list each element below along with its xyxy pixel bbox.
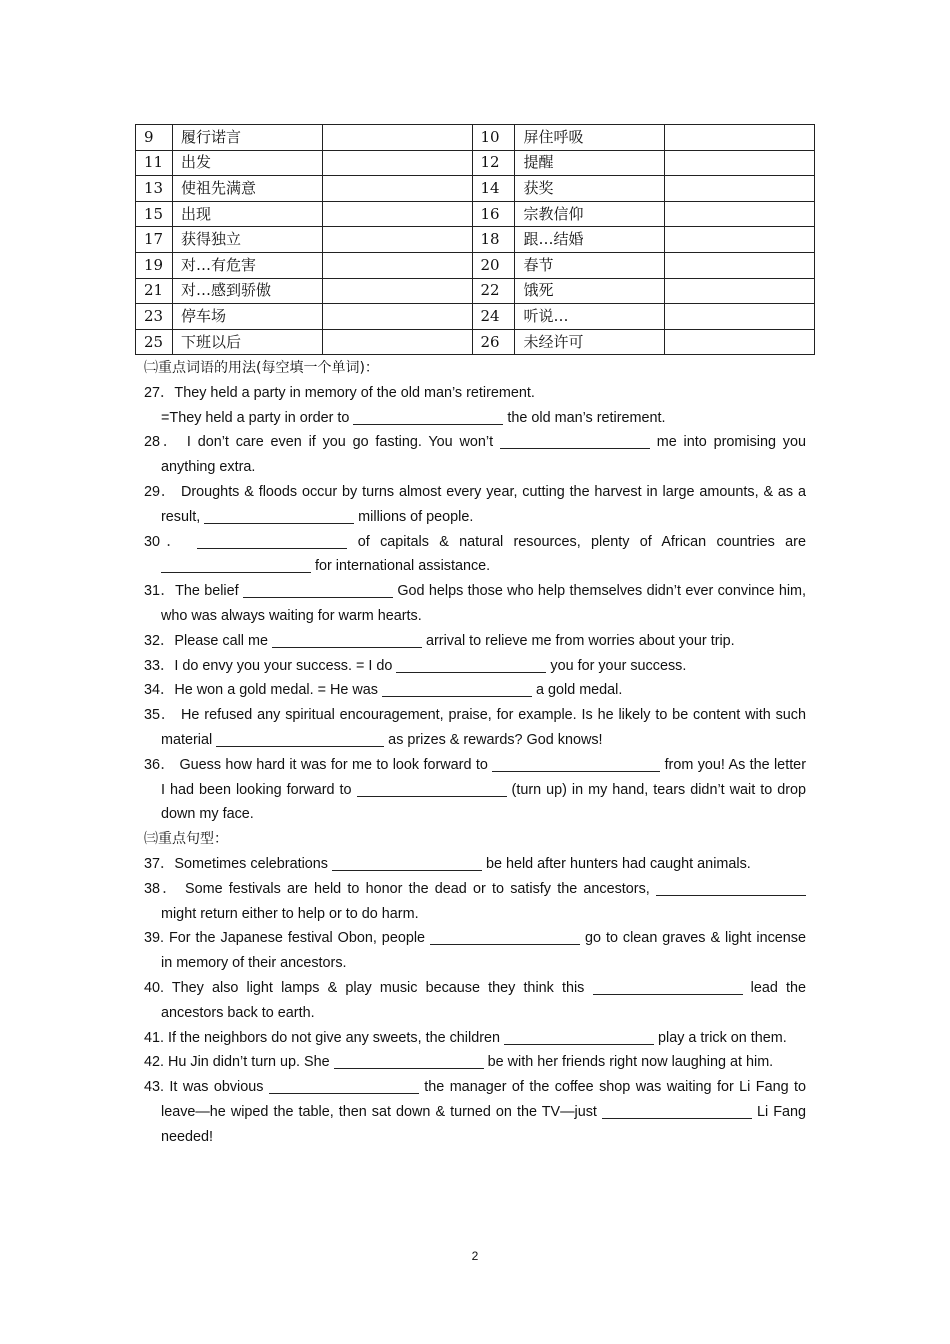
vocab-chinese: 获得独立 <box>172 227 322 253</box>
vocab-chinese: 听说… <box>515 304 665 330</box>
vocab-row <box>136 252 815 278</box>
vocab-answer-cell[interactable] <box>665 278 815 304</box>
vocab-row <box>136 150 815 176</box>
vocab-number: 11 <box>136 150 173 176</box>
vocab-chinese: 宗教信仰 <box>515 201 665 227</box>
question-42 <box>144 1050 806 1075</box>
question-text: arrival to relieve me from worries about your trip. <box>421 632 735 649</box>
answer-blank[interactable] <box>272 631 422 648</box>
question-37 <box>144 852 806 877</box>
vocab-answer-cell[interactable] <box>322 278 472 304</box>
vocab-number: 20 <box>472 252 515 278</box>
question-38 <box>144 877 806 927</box>
question-text: 33．I do envy you your success. = I do <box>144 657 397 674</box>
question-text: the manager of the coffee shop was waiting for Li Fang to leave—he wiped the table, then sat down & turned on the TV—just <box>161 1079 806 1120</box>
vocab-chinese: 出发 <box>172 150 322 176</box>
question-36 <box>144 753 806 827</box>
question-text: go to clean graves & light incense in memory of their ancestors. <box>161 930 806 972</box>
question-33 <box>144 654 806 679</box>
vocab-chinese: 停车场 <box>172 304 322 330</box>
answer-blank[interactable] <box>656 879 806 896</box>
question-text: as prizes & rewards? God knows! <box>384 731 603 748</box>
question-text: 31．The belief <box>144 583 243 600</box>
question-text: of capitals & natural resources, plenty of African countries are <box>347 533 806 550</box>
question-text: millions of people. <box>354 508 474 525</box>
answer-blank[interactable] <box>216 730 384 747</box>
answer-blank[interactable] <box>197 532 347 549</box>
question-text: a gold medal. <box>531 682 623 699</box>
vocab-number: 12 <box>472 150 515 176</box>
vocab-chinese: 饿死 <box>515 278 665 304</box>
answer-blank[interactable] <box>504 1028 654 1045</box>
question-text: 38． Some festivals are held to honor the dead or to satisfy the ancestors, <box>144 880 656 897</box>
question-text: from you! As the letter I had been looking forward to <box>161 756 806 798</box>
vocab-number: 14 <box>472 176 515 202</box>
question-31 <box>144 579 806 629</box>
vocab-chinese: 春节 <box>515 252 665 278</box>
question-27-rewrite <box>144 406 806 431</box>
vocab-answer-cell[interactable] <box>322 304 472 330</box>
vocab-row <box>136 278 815 304</box>
vocab-table-body <box>136 125 815 355</box>
exercise-content <box>144 356 806 1150</box>
vocab-chinese: 未经许可 <box>515 329 665 355</box>
vocab-number: 9 <box>136 125 173 151</box>
vocab-number: 10 <box>472 125 515 151</box>
vocab-answer-cell[interactable] <box>665 329 815 355</box>
vocab-number: 26 <box>472 329 515 355</box>
vocab-answer-cell[interactable] <box>665 201 815 227</box>
question-text: (turn up) in my hand, tears didn’t wait to drop down my face. <box>161 781 806 823</box>
answer-blank[interactable] <box>353 408 503 425</box>
question-39 <box>144 926 806 976</box>
vocab-row <box>136 201 815 227</box>
question-text: 40. They also light lamps & play music because they think this <box>144 979 593 996</box>
question-text: 41. If the neighbors do not give any sweets, the children <box>144 1029 504 1046</box>
question-text: God helps those who help themselves didn’t ever convince him, who was always waiting for warm hearts. <box>161 583 807 624</box>
answer-blank[interactable] <box>269 1077 419 1094</box>
question-text: 43. It was obvious <box>144 1079 269 1096</box>
question-text: the old man’s retirement. <box>503 409 666 426</box>
vocab-chinese: 获奖 <box>515 176 665 202</box>
question-text: 32．Please call me <box>144 632 272 649</box>
question-35 <box>144 703 806 753</box>
question-40 <box>144 976 806 1026</box>
answer-blank[interactable] <box>382 680 532 697</box>
vocab-answer-cell[interactable] <box>665 150 815 176</box>
vocab-chinese: 屏住呼吸 <box>515 125 665 151</box>
question-text: might return either to help or to do harm. <box>161 905 419 922</box>
answer-blank[interactable] <box>334 1052 484 1069</box>
vocab-answer-cell[interactable] <box>665 252 815 278</box>
vocab-answer-cell[interactable] <box>322 201 472 227</box>
vocab-answer-cell[interactable] <box>665 304 815 330</box>
vocab-number: 17 <box>136 227 173 253</box>
vocab-chinese: 出现 <box>172 201 322 227</box>
vocab-answer-cell[interactable] <box>665 125 815 151</box>
question-29 <box>144 480 806 530</box>
vocab-answer-cell[interactable] <box>322 252 472 278</box>
vocab-row <box>136 227 815 253</box>
section-heading-sentence-patterns: ㈢重点句型： <box>144 831 228 848</box>
answer-blank[interactable] <box>593 978 743 995</box>
vocab-number: 25 <box>136 329 173 355</box>
question-text: 35． He refused any spiritual encouragement, praise, for example. Is he likely to be content with such material <box>144 707 806 748</box>
vocab-number: 21 <box>136 278 173 304</box>
question-28 <box>144 430 806 480</box>
question-text: Li Fang needed! <box>161 1103 807 1145</box>
question-text: you for your success. <box>546 657 687 674</box>
vocab-number: 23 <box>136 304 173 330</box>
vocab-number: 16 <box>472 201 515 227</box>
question-text: be with her friends right now laughing at him. <box>483 1054 774 1071</box>
vocab-answer-cell[interactable] <box>322 150 472 176</box>
answer-blank[interactable] <box>332 854 482 871</box>
question-text: 30． <box>144 533 198 550</box>
vocab-chinese: 对…感到骄傲 <box>172 278 322 304</box>
answer-blank[interactable] <box>492 755 660 772</box>
question-text: play a trick on them. <box>654 1029 787 1046</box>
answer-blank[interactable] <box>602 1102 752 1119</box>
vocab-chinese: 使祖先满意 <box>172 176 322 202</box>
question-text: 28． I don’t care even if you go fasting. You won’t <box>144 434 500 451</box>
vocab-number: 15 <box>136 201 173 227</box>
vocab-chinese: 下班以后 <box>172 329 322 355</box>
answer-blank[interactable] <box>357 780 507 797</box>
vocab-row <box>136 125 815 151</box>
vocab-table <box>135 124 815 355</box>
answer-blank[interactable] <box>396 656 546 673</box>
vocab-number: 24 <box>472 304 515 330</box>
answer-blank[interactable] <box>204 507 354 524</box>
vocab-chinese: 提醒 <box>515 150 665 176</box>
question-text: 29． Droughts & floods occur by turns almost every year, cutting the harvest in large amounts, & as a result, <box>144 483 806 525</box>
question-text: =They held a party in order to <box>161 409 354 426</box>
vocab-answer-cell[interactable] <box>665 176 815 202</box>
question-text: 37．Sometimes celebrations <box>144 855 332 872</box>
answer-blank[interactable] <box>243 581 393 598</box>
vocab-row <box>136 176 815 202</box>
question-text: 34．He won a gold medal. = He was <box>144 682 382 699</box>
vocab-chinese: 履行诺言 <box>172 125 322 151</box>
vocab-row <box>136 304 815 330</box>
question-text: me into promising you anything extra. <box>161 434 806 476</box>
question-text: 42. Hu Jin didn’t turn up. She <box>144 1054 334 1071</box>
page-number: 2 <box>471 1249 479 1263</box>
section-heading-word-usage: ㈡重点词语的用法(每空填一个单词)： <box>144 360 379 376</box>
question-text: lead the ancestors back to earth. <box>161 979 806 1021</box>
question-text: for international assistance. <box>311 558 491 575</box>
question-43 <box>144 1075 806 1149</box>
question-text: 36． Guess how hard it was for me to look forward to <box>144 756 493 773</box>
vocab-answer-cell[interactable] <box>322 227 472 253</box>
question-27-text: 27．They held a party in memory of the old man’s retirement. <box>144 384 535 401</box>
vocab-number: 22 <box>472 278 515 304</box>
question-32 <box>144 629 806 654</box>
question-30 <box>144 530 806 580</box>
vocab-answer-cell[interactable] <box>322 329 472 355</box>
question-41 <box>144 1026 806 1051</box>
vocab-answer-cell[interactable] <box>322 125 472 151</box>
vocab-number: 18 <box>472 227 515 253</box>
question-text: 39. For the Japanese festival Obon, people <box>144 930 430 947</box>
question-34 <box>144 678 806 703</box>
answer-blank[interactable] <box>500 432 650 449</box>
vocab-number: 19 <box>136 252 173 278</box>
answer-blank[interactable] <box>430 928 580 945</box>
vocab-chinese: 跟…结婚 <box>515 227 665 253</box>
question-27 <box>144 381 806 406</box>
vocab-chinese: 对…有危害 <box>172 252 322 278</box>
question-text: be held after hunters had caught animals. <box>481 855 751 872</box>
answer-blank[interactable] <box>161 556 311 573</box>
vocab-answer-cell[interactable] <box>322 176 472 202</box>
vocab-row <box>136 329 815 355</box>
vocab-number: 13 <box>136 176 173 202</box>
vocab-answer-cell[interactable] <box>665 227 815 253</box>
